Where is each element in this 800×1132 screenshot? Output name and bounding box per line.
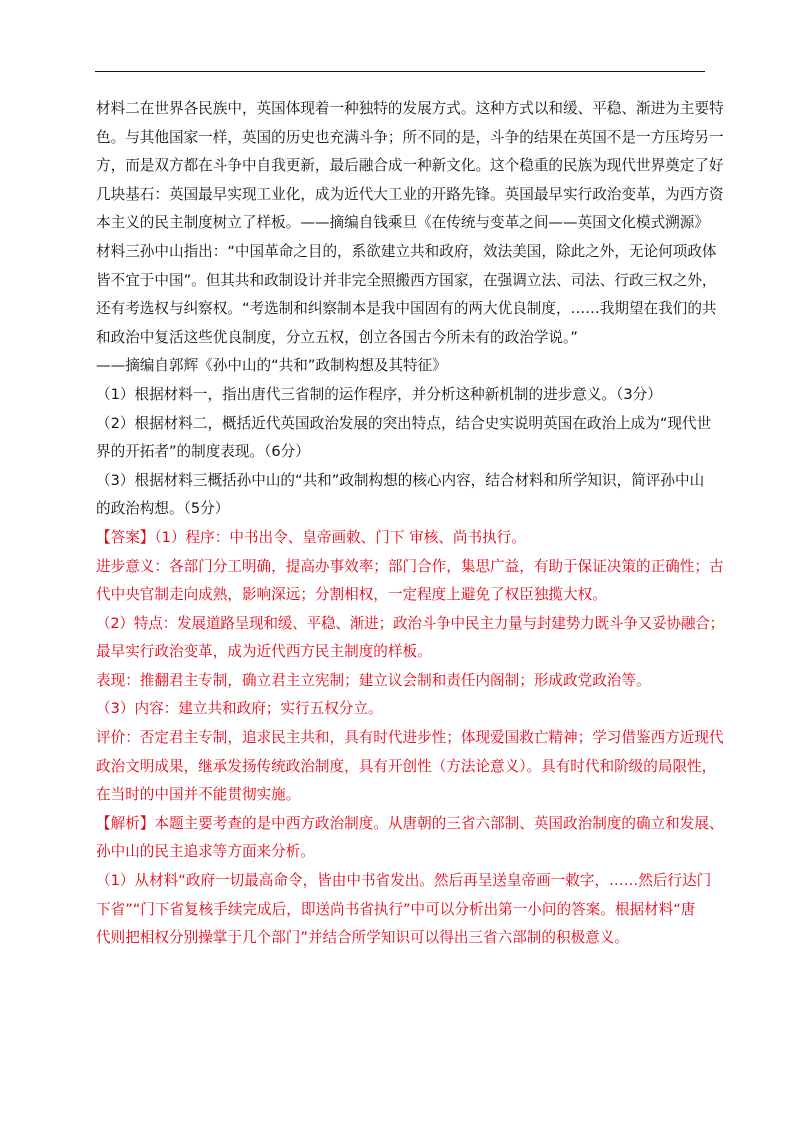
document-body: [96, 95, 725, 953]
answer-block: [96, 524, 725, 810]
material-two: [96, 95, 724, 238]
question-3: 的政治构想。（5分）: [96, 500, 230, 518]
material-two-line: 几块基石：英国最早实现工业化，成为近代大工业的开路先锋。英国最早实行政治变革，为西方资: [96, 185, 724, 203]
answer-line: 【答案】（1）程序：中书出令、皇帝画敕、门下 审核、尚书执行。: [96, 528, 526, 546]
material-two-line: 本主义的民主制度树立了样板。——摘编自钱乘旦《在传统与变革之间——英国文化模式溯源》: [96, 214, 709, 232]
material-three-line: 材料三孙中山指出：“中国革命之目的，系欲建立共和政府，效法美国，除此之外，无论何项政体: [96, 242, 717, 260]
answer-line: 进步意义：各部门分工明确，提高办事效率；部门合作，集思广益，有助于保证决策的正确性；古: [96, 557, 724, 575]
material-two-line: 色。与其他国家一样，英国的历史也充满斗争；所不同的是，斗争的结果在英国不是一方压垮另一: [96, 128, 724, 146]
material-two-line: 材料二在世界各民族中，英国体现着一种独特的发展方式。这种方式以和缓、平稳、渐进为主要特: [96, 100, 724, 117]
material-two-line: 方，而是双方都在斗争中自我更新，最后融合成一种新文化。这个稳重的民族为现代世界奠定了好: [96, 157, 724, 175]
answer-line: 最早实行政治变革，成为近代西方民主制度的样板。: [96, 643, 432, 661]
answer-line: 评价：否定君主专制，追求民主共和，具有时代进步性；体现爱国救亡精神；学习借鉴西方近现代: [96, 729, 724, 747]
material-three-source: ——摘编自郭辉《孙中山的“共和”政制构想及其特征》: [96, 357, 447, 375]
material-three-line: 还有考选权与纠察权。“考选制和纠察制本是我中国固有的两大优良制度，……我期望在我们的共: [96, 300, 717, 318]
question-2: （2）根据材料二，概括近代英国政治发展的突出特点，结合史实说明英国在政治上成为“现代世: [96, 414, 712, 432]
question-2: 界的开拓者”的制度表现。（6分）: [96, 443, 310, 461]
answer-line: 政治文明成果，继承发扬传统政治制度，具有开创性（方法论意义）。具有时代和阶级的局限性，: [96, 757, 717, 775]
analysis-line: 下省”“门下省复核手续完成后，即送尚书省执行”中可以分析出第一小问的答案。根据材料“唐: [96, 900, 696, 918]
analysis-block: [96, 810, 724, 953]
answer-line: 在当时的中国并不能贯彻实施。: [96, 786, 301, 804]
question-3: （3）根据材料三概括孙中山的“共和”政制构想的核心内容，结合材料和所学知识，简评孙中山: [96, 471, 705, 489]
header-rule: [95, 71, 705, 72]
answer-line: （3）内容：建立共和政府；实行五权分立。: [96, 700, 383, 718]
material-three-line: 和政治中复活这些优良制度，分立五权，创立各国古今所未有的政治学说。”: [96, 328, 578, 346]
analysis-line: 代则把相权分别操掌于几个部门”并结合所学知识可以得出三省六部制的积极意义。: [96, 929, 629, 947]
analysis-line: （1）从材料“政府一切最高命令，皆由中书省发出。然后再呈送皇帝画一敕字，……然后行达门: [96, 872, 712, 890]
analysis-line: 【解析】本题主要考查的是中西方政治制度。从唐朝的三省六部制、英国政治制度的确立和发展、: [96, 814, 724, 832]
answer-line: 表现：推翻君主专制，确立君主立宪制；建立议会制和责任内阁制；形成政党政治等。: [96, 671, 651, 689]
material-three-line: 皆不宜于中国”。但其共和政制设计并非完全照搬西方国家，在强调立法、司法、行政三权之外，: [96, 271, 717, 289]
answer-line: 代中央官制走向成熟，影响深远；分割相权，一定程度上避免了权臣独揽大权。: [96, 586, 607, 604]
material-three: [96, 238, 717, 381]
questions: [96, 381, 712, 524]
analysis-line: 孙中山的民主追求等方面来分析。: [96, 843, 315, 861]
answer-line: （2）特点：发展道路呈现和缓、平稳、渐进；政治斗争中民主力量与封建势力既斗争又妥协融合；: [96, 614, 725, 632]
question-1: （1）根据材料一，指出唐代三省制的运作程序，并分析这种新机制的进步意义。（3分）: [96, 385, 662, 403]
